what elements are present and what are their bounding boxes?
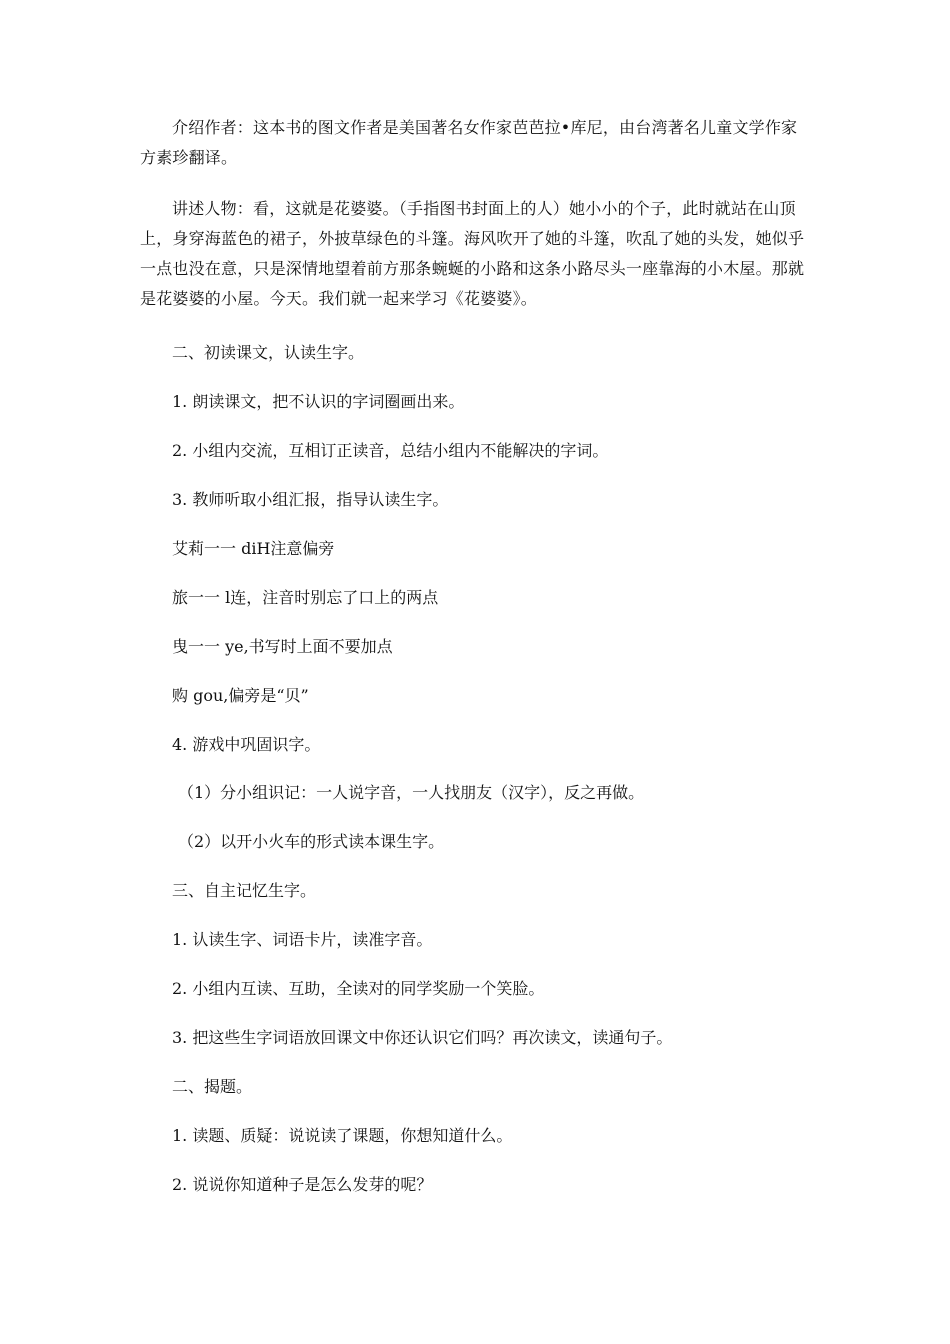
list-item-teacher-listens: 3. 教师听取小组汇报，指导认读生字。 (172, 490, 449, 509)
list-item-cards: 1. 认读生字、词语卡片，读准字音。 (172, 930, 433, 949)
list-item-seed: 2. 说说你知道种子是怎么发芽的呢？ (172, 1175, 433, 1194)
sub-item-group-memorize: （1）分小组识记：一人说字音，一人找朋友（汉字），反之再做。 (178, 783, 645, 802)
note-character-4: 购 gou,偏旁是“贝” (172, 686, 309, 705)
sub-item-train-reading: （2）以开小火车的形式读本课生字。 (178, 832, 445, 851)
list-item-read-aloud: 1. 朗读课文，把不认识的字词圈画出来。 (172, 392, 465, 411)
paragraph-character-intro: 讲述人物：看，这就是花婆婆。（手指图书封面上的人）她小小的个子，此时就站在山顶上，身穿海蓝色的裙子，外披草绿色的斗篷。海风吹开了她的斗篷，吹乱了她的头发，她似乎一点也没在意，只是深情地望着前方那条蜿蜒的小路和这条小路尽头一座靠海的小木屋。那就是花婆婆的小屋。今天。我们就一起来学习《花婆婆》。 (140, 199, 805, 308)
list-item-question: 1. 读题、质疑：说说读了课题，你想知道什么。 (172, 1126, 513, 1145)
section-heading-self-memorize: 三、自主记忆生字。 (172, 881, 317, 900)
list-item-mutual-reading: 2. 小组内互读、互助，全读对的同学奖励一个笑脸。 (172, 979, 545, 998)
note-character-2: 旅一一 l连，注音时别忘了口上的两点 (172, 588, 439, 607)
note-character-1: 艾莉一一 diH注意偏旁 (172, 539, 335, 558)
section-heading-title: 二、揭题。 (172, 1077, 253, 1096)
paragraph-author-intro: 介绍作者：这本书的图文作者是美国著名女作家芭芭拉•库尼，由台湾著名儿童文学作家方素珍翻译。 (140, 118, 798, 167)
note-character-3: 曳一一 ye,书写时上面不要加点 (172, 637, 393, 656)
list-item-game: 4. 游戏中巩固识字。 (172, 735, 321, 754)
list-item-group-exchange: 2. 小组内交流，互相订正读音，总结小组内不能解决的字词。 (172, 441, 609, 460)
section-heading-first-reading: 二、初读课文，认读生字。 (172, 343, 365, 362)
list-item-put-back: 3. 把这些生字词语放回课文中你还认识它们吗？再次读文，读通句子。 (172, 1028, 673, 1047)
